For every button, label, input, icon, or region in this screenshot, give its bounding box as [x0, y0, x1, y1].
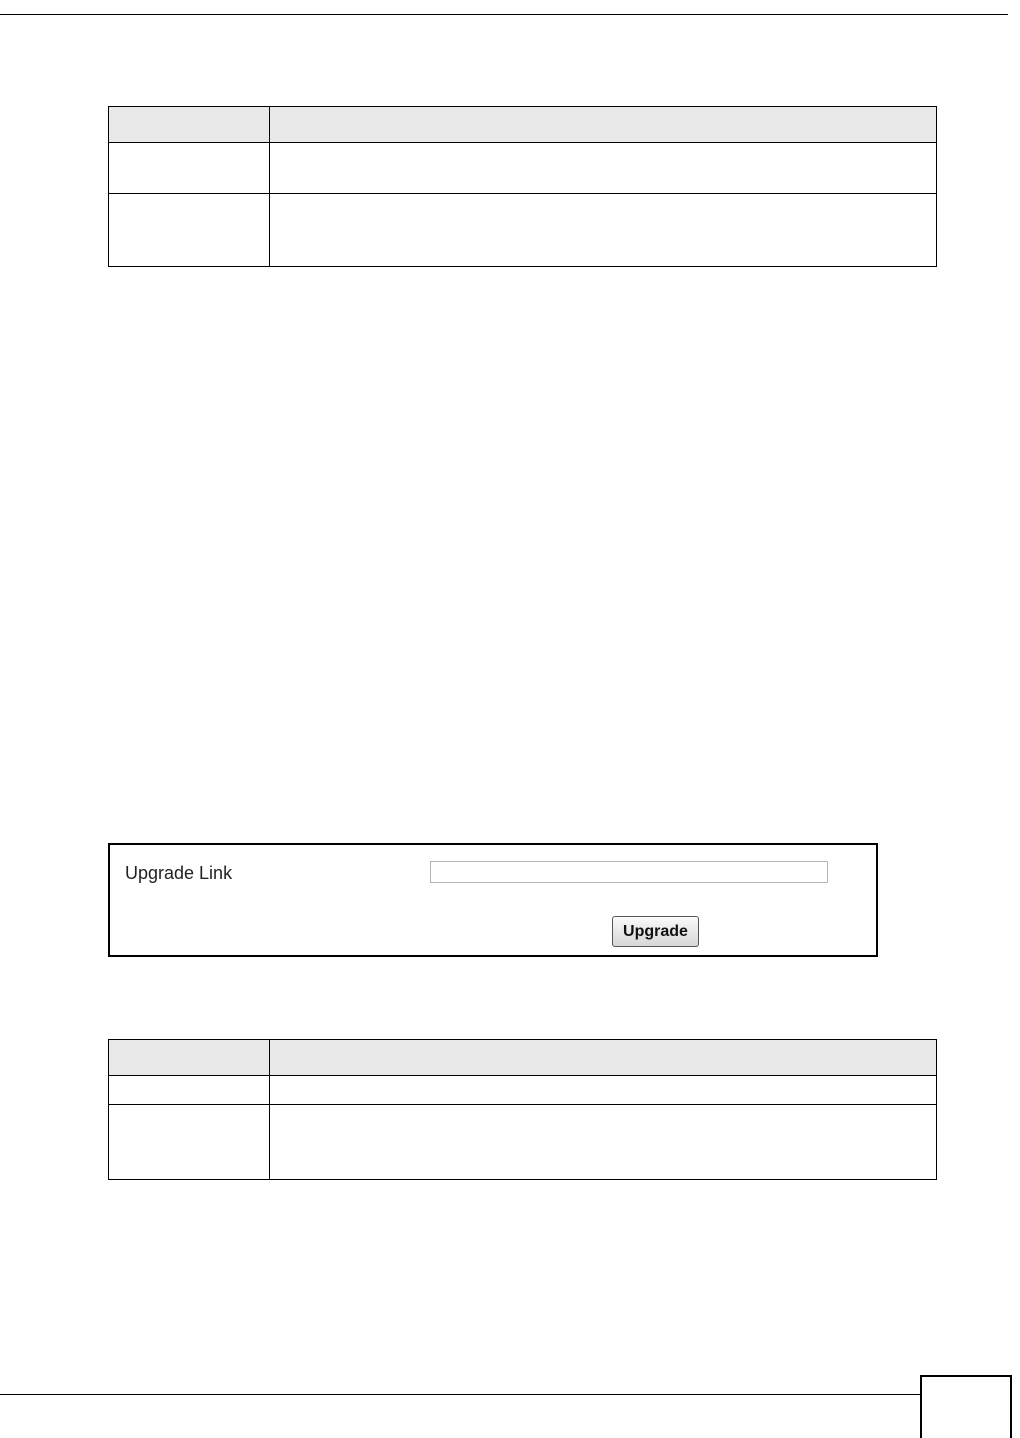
- table-row: [109, 194, 937, 267]
- row-description-cell: [270, 194, 937, 267]
- upgrade-link-label: Upgrade Link: [125, 863, 233, 883]
- header-cell-description: [270, 107, 937, 143]
- description-table-2: [108, 1039, 937, 1180]
- description-table-1: [108, 106, 937, 267]
- row-description-cell: [270, 143, 937, 194]
- table-row: [109, 1076, 937, 1105]
- table-row: [109, 1105, 937, 1180]
- row-label-cell: [109, 1105, 270, 1180]
- footer-rule: [0, 1394, 920, 1395]
- header-cell-label: [109, 1040, 270, 1076]
- row-label-cell: [109, 143, 270, 194]
- header-cell-label: [109, 107, 270, 143]
- upgrade-link-input[interactable]: [430, 861, 828, 883]
- header-cell-description: [270, 1040, 937, 1076]
- table-header-row: [109, 107, 937, 143]
- upgrade-button[interactable]: Upgrade: [612, 916, 699, 947]
- row-description-cell: [270, 1105, 937, 1180]
- row-description-cell: [270, 1076, 937, 1105]
- header-rule: [0, 14, 1008, 15]
- row-label-cell: [109, 1076, 270, 1105]
- upgrade-screen-figure: [108, 843, 878, 957]
- page-number-box: [920, 1375, 1012, 1438]
- table-row: [109, 143, 937, 194]
- row-label-cell: [109, 194, 270, 267]
- table-header-row: [109, 1040, 937, 1076]
